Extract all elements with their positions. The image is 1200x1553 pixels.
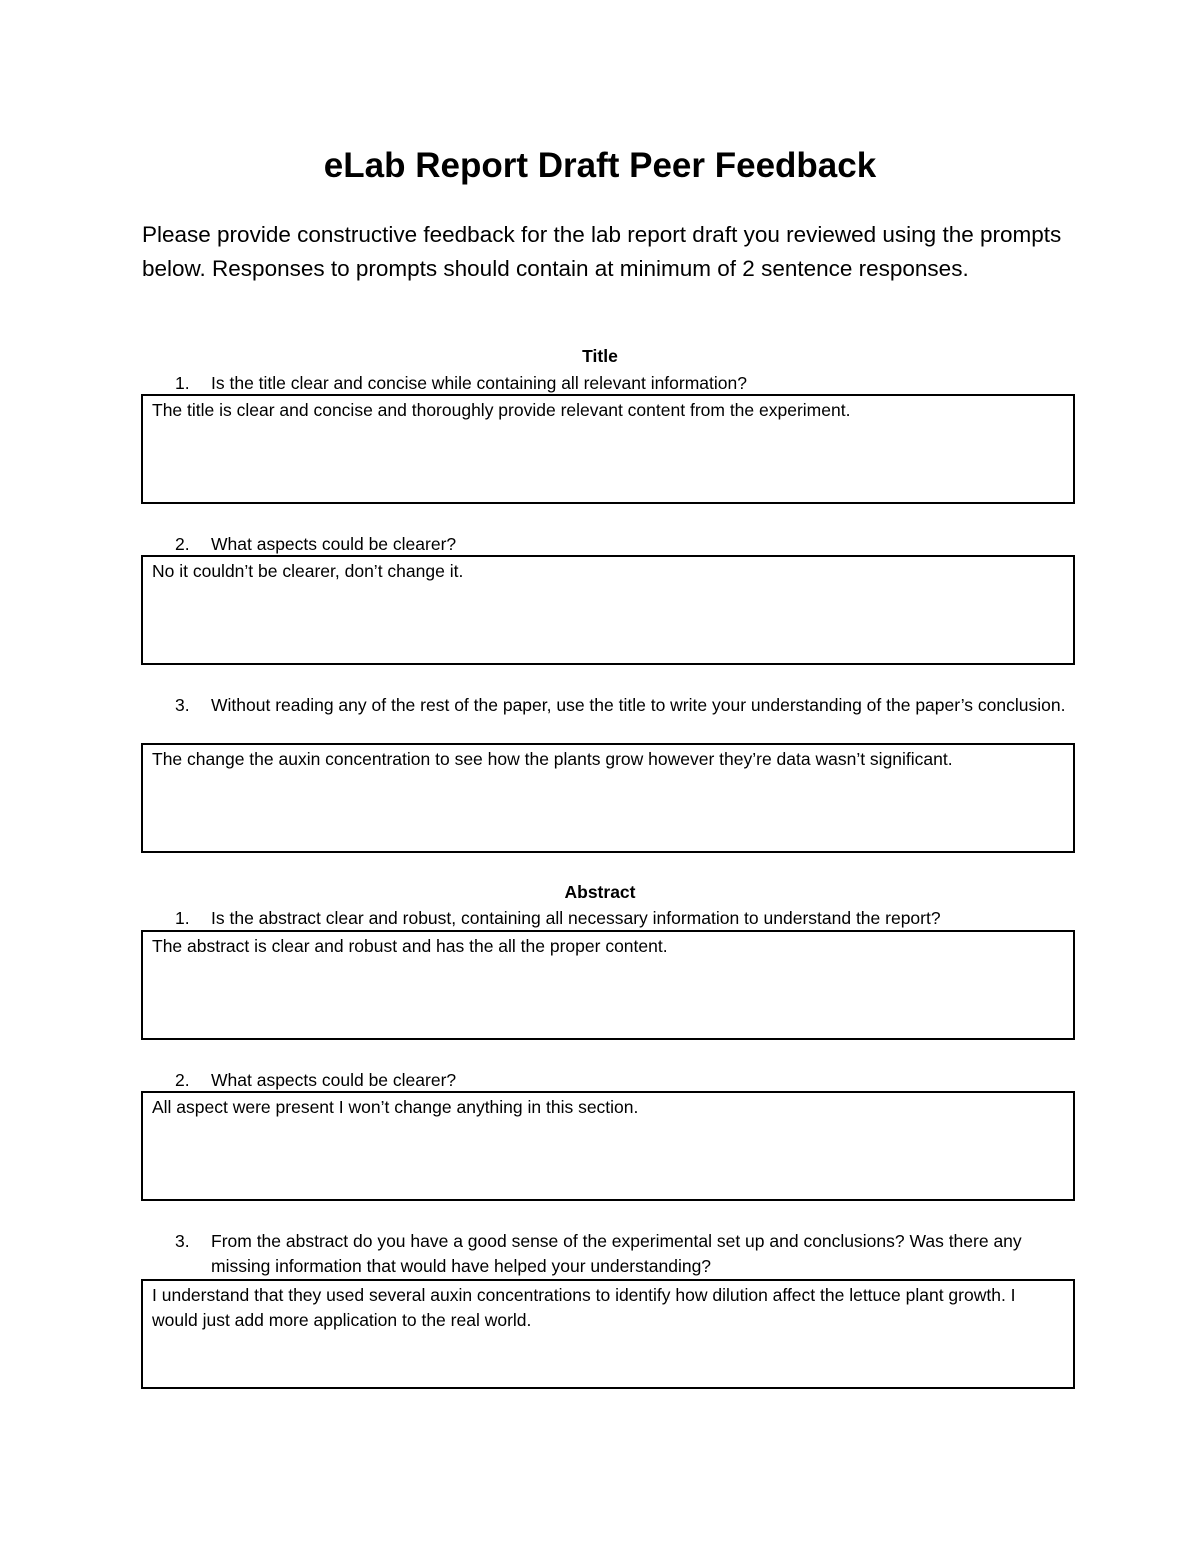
question-prompt: Is the title clear and concise while containing all relevant information? <box>211 373 747 393</box>
question-title-1 <box>175 371 1075 396</box>
question-number: 2. <box>175 1070 190 1090</box>
section-heading-abstract: Abstract <box>564 882 636 902</box>
document-title: eLab Report Draft Peer Feedback <box>323 146 877 185</box>
answer-box-abstract-2[interactable]: All aspect were present I won’t change anything in this section. <box>141 1091 1075 1201</box>
answer-box-title-1[interactable]: The title is clear and concise and thoroughly provide relevant content from the experiment. <box>141 394 1075 504</box>
question-number: 1. <box>175 373 190 393</box>
answer-box-abstract-3[interactable]: I understand that they used several auxin concentrations to identify how dilution affect the lettuce plant growth. I would just add more application to the real world. <box>141 1279 1075 1389</box>
instructions-paragraph: Please provide constructive feedback for the lab report draft you reviewed using the prompts below. Responses to prompts should contain at minimum of 2 sentence responses. <box>142 222 1062 281</box>
answer-box-title-3[interactable]: The change the auxin concentration to see how the plants grow however they’re data wasn’t significant. <box>141 743 1075 853</box>
question-number: 3. <box>175 1231 190 1251</box>
question-abstract-2 <box>175 1068 1075 1093</box>
question-number: 3. <box>175 695 190 715</box>
question-abstract-1 <box>175 906 1075 931</box>
question-prompt: What aspects could be clearer? <box>211 1070 457 1090</box>
question-title-3 <box>175 693 1075 718</box>
section-heading-title: Title <box>582 346 618 366</box>
question-prompt: Without reading any of the rest of the paper, use the title to write your understanding of the paper’s conclusion. <box>211 695 1066 715</box>
answer-box-abstract-1[interactable]: The abstract is clear and robust and has the all the proper content. <box>141 930 1075 1040</box>
question-prompt: What aspects could be clearer? <box>211 534 457 554</box>
answer-box-title-2[interactable]: No it couldn’t be clearer, don’t change it. <box>141 555 1075 665</box>
question-abstract-3 <box>175 1229 1075 1278</box>
question-number: 2. <box>175 534 190 554</box>
question-prompt: Is the abstract clear and robust, containing all necessary information to understand the report? <box>211 908 941 928</box>
question-title-2 <box>175 532 1075 557</box>
question-number: 1. <box>175 908 190 928</box>
question-prompt: From the abstract do you have a good sense of the experimental set up and conclusions? Was there any missing information that would have helped your understanding? <box>211 1231 1022 1276</box>
